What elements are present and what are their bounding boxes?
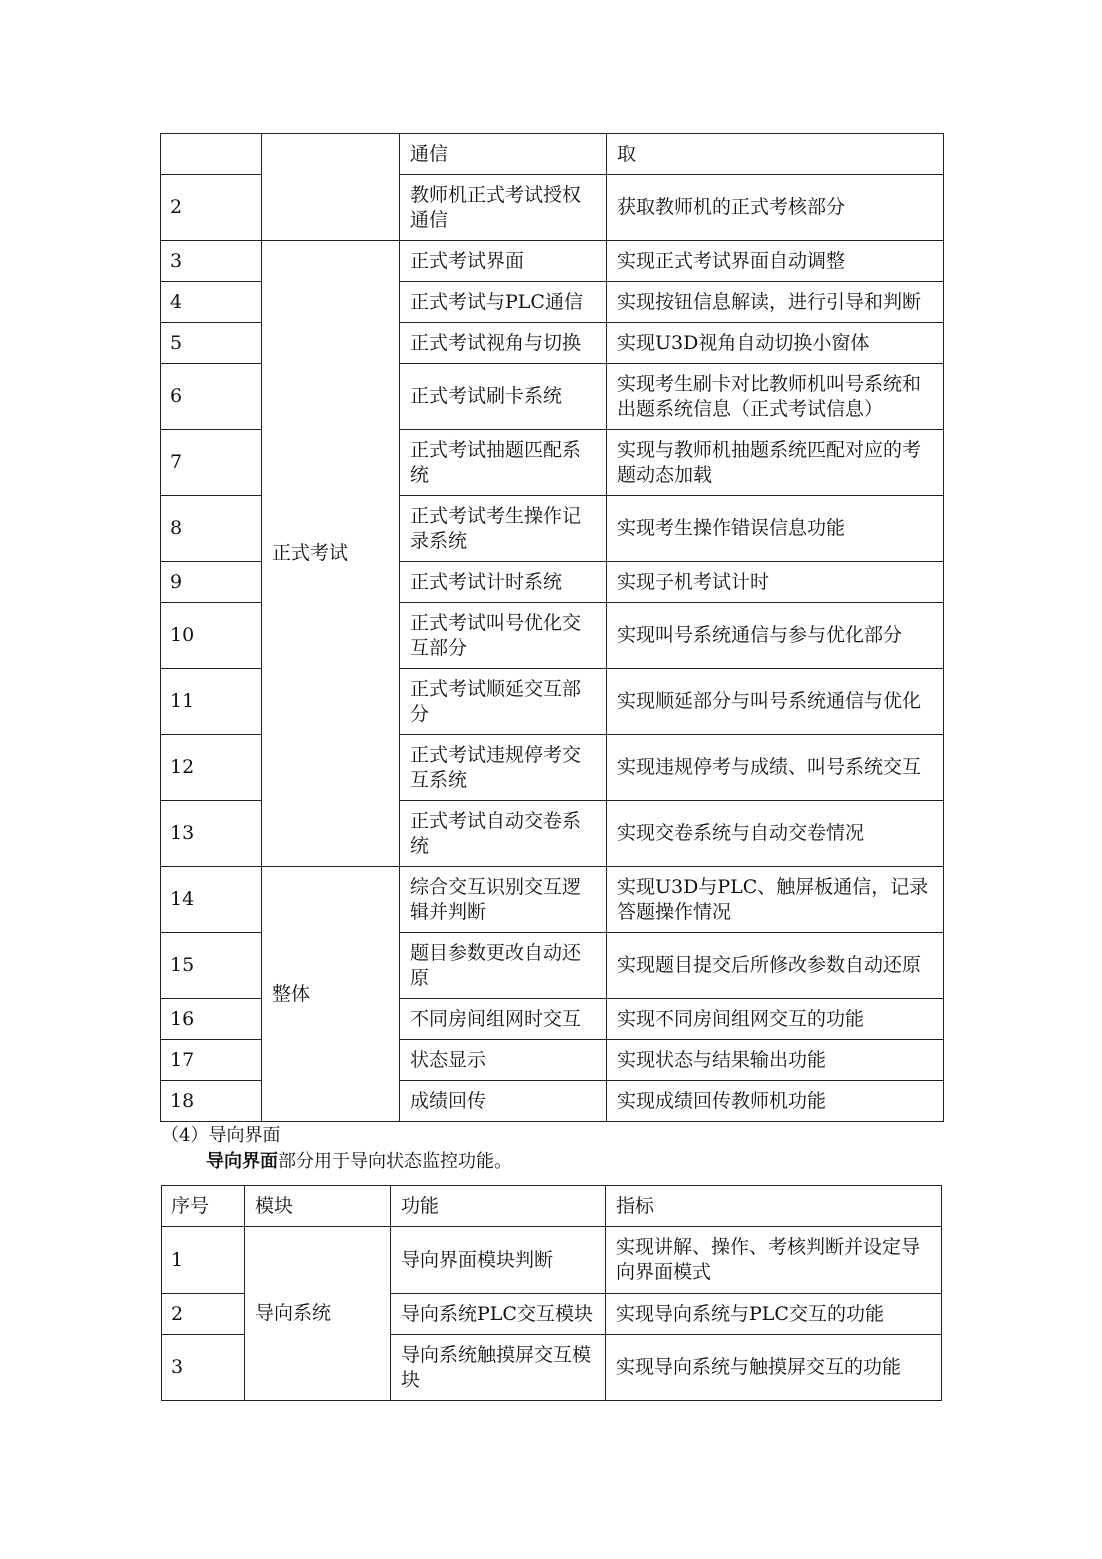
header-spec: 指标	[606, 1186, 942, 1227]
module-cell: 正式考试	[262, 241, 400, 867]
section-heading: （4）导向界面	[161, 1125, 281, 1146]
spec-cell: 实现不同房间组网交互的功能	[607, 999, 944, 1040]
spec-cell: 取	[607, 134, 944, 175]
table-row	[162, 1227, 942, 1294]
spec-cell: 实现交卷系统与自动交卷情况	[607, 801, 944, 867]
function-cell: 题目参数更改自动还原	[400, 933, 607, 999]
row-number: 7	[161, 430, 262, 496]
spec-cell: 获取教师机的正式考核部分	[607, 175, 944, 241]
spec-cell: 实现成绩回传教师机功能	[607, 1081, 944, 1122]
row-number: 1	[162, 1227, 245, 1294]
row-number: 2	[161, 175, 262, 241]
function-cell: 综合交互识别交互逻辑并判断	[400, 867, 607, 933]
row-number: 15	[161, 933, 262, 999]
function-cell: 导向系统PLC交互模块	[391, 1294, 606, 1335]
function-cell: 正式考试界面	[400, 241, 607, 282]
row-number: 14	[161, 867, 262, 933]
row-number: 11	[161, 669, 262, 735]
header-function: 功能	[391, 1186, 606, 1227]
spec-cell: 实现题目提交后所修改参数自动还原	[607, 933, 944, 999]
table-header-row	[162, 1186, 942, 1227]
function-cell: 导向系统触摸屏交互模块	[391, 1335, 606, 1401]
header-number: 序号	[162, 1186, 245, 1227]
module-cell	[262, 134, 400, 241]
spec-cell: 实现导向系统与PLC交互的功能	[606, 1294, 942, 1335]
row-number: 3	[162, 1335, 245, 1401]
function-cell: 正式考试视角与切换	[400, 323, 607, 364]
function-cell: 教师机正式考试授权通信	[400, 175, 607, 241]
row-number: 10	[161, 603, 262, 669]
row-number: 9	[161, 562, 262, 603]
paragraph-text: 部分用于导向状态监控功能。	[278, 1151, 512, 1172]
spec-cell: 实现子机考试计时	[607, 562, 944, 603]
function-cell: 正式考试违规停考交互系统	[400, 735, 607, 801]
function-cell: 通信	[400, 134, 607, 175]
function-cell: 正式考试计时系统	[400, 562, 607, 603]
function-cell: 正式考试自动交卷系统	[400, 801, 607, 867]
function-cell: 正式考试与PLC通信	[400, 282, 607, 323]
paragraph-bold-term: 导向界面	[206, 1151, 278, 1172]
function-cell: 导向界面模块判断	[391, 1227, 606, 1294]
spec-cell: 实现U3D与PLC、触屏板通信，记录答题操作情况	[607, 867, 944, 933]
row-number: 6	[161, 364, 262, 430]
spec-cell: 实现顺延部分与叫号系统通信与优化	[607, 669, 944, 735]
spec-cell: 实现导向系统与触摸屏交互的功能	[606, 1335, 942, 1401]
row-number: 17	[161, 1040, 262, 1081]
module-cell: 导向系统	[245, 1227, 391, 1401]
row-number: 18	[161, 1081, 262, 1122]
function-cell: 正式考试刷卡系统	[400, 364, 607, 430]
guidance-table	[161, 1185, 942, 1401]
row-number: 8	[161, 496, 262, 562]
function-table	[160, 133, 944, 1122]
function-cell: 正式考试抽题匹配系统	[400, 430, 607, 496]
spec-cell: 实现状态与结果输出功能	[607, 1040, 944, 1081]
row-number: 5	[161, 323, 262, 364]
table-row	[161, 867, 944, 933]
row-number: 13	[161, 801, 262, 867]
row-number: 4	[161, 282, 262, 323]
table-row	[161, 241, 944, 282]
spec-cell: 实现U3D视角自动切换小窗体	[607, 323, 944, 364]
row-number: 16	[161, 999, 262, 1040]
spec-cell: 实现叫号系统通信与参与优化部分	[607, 603, 944, 669]
spec-cell: 实现按钮信息解读，进行引导和判断	[607, 282, 944, 323]
function-cell: 正式考试叫号优化交互部分	[400, 603, 607, 669]
function-cell: 正式考试考生操作记录系统	[400, 496, 607, 562]
header-module: 模块	[245, 1186, 391, 1227]
spec-cell: 实现考生操作错误信息功能	[607, 496, 944, 562]
row-number: 2	[162, 1294, 245, 1335]
table-row	[161, 134, 944, 175]
row-number	[161, 134, 262, 175]
module-cell: 整体	[262, 867, 400, 1122]
function-cell: 状态显示	[400, 1040, 607, 1081]
spec-cell: 实现正式考试界面自动调整	[607, 241, 944, 282]
row-number: 12	[161, 735, 262, 801]
function-cell: 不同房间组网时交互	[400, 999, 607, 1040]
spec-cell: 实现讲解、操作、考核判断并设定导向界面模式	[606, 1227, 942, 1294]
spec-cell: 实现违规停考与成绩、叫号系统交互	[607, 735, 944, 801]
section-paragraph	[206, 1150, 512, 1174]
spec-cell: 实现与教师机抽题系统匹配对应的考题动态加载	[607, 430, 944, 496]
function-cell: 正式考试顺延交互部分	[400, 669, 607, 735]
spec-cell: 实现考生刷卡对比教师机叫号系统和出题系统信息（正式考试信息）	[607, 364, 944, 430]
row-number: 3	[161, 241, 262, 282]
function-cell: 成绩回传	[400, 1081, 607, 1122]
